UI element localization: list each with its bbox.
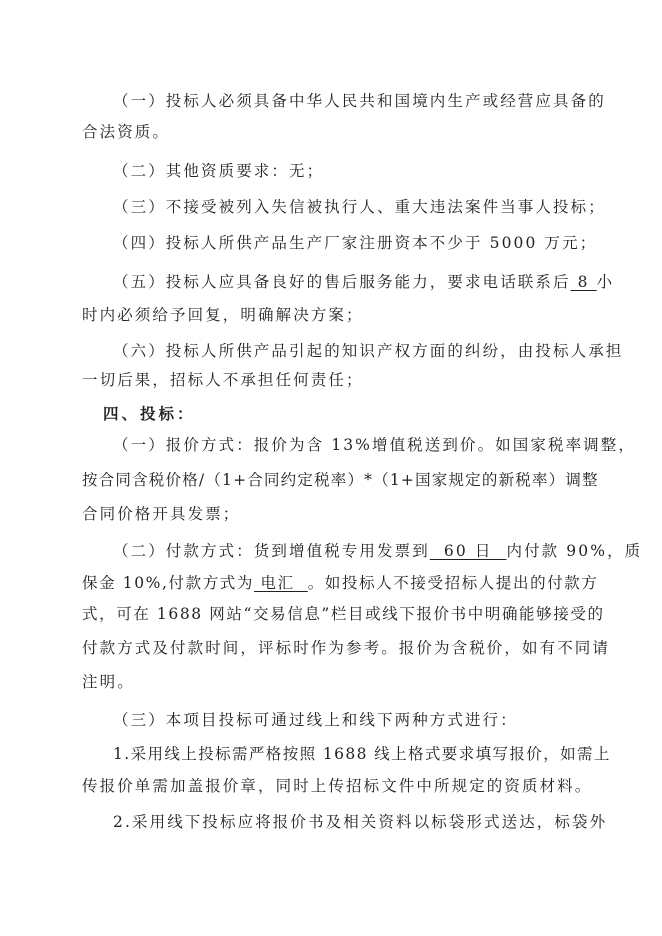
section-heading: 四、投标： bbox=[103, 405, 196, 423]
text-line: （二）其他资质要求：无； bbox=[113, 162, 325, 180]
text-line: （一）报价方式：报价为含 13%增值税送到价。如国家税率调整， bbox=[113, 436, 636, 454]
filled-blank: 电汇 bbox=[254, 574, 308, 592]
filled-blank: 60 日 bbox=[429, 542, 507, 560]
text-segment: 内付款 90%，质 bbox=[506, 542, 643, 560]
text-line: 式，可在 1688 网站“交易信息”栏目或线下报价书中明确能够接受的 bbox=[82, 605, 605, 623]
text-line bbox=[82, 573, 602, 593]
text-line: 按合同含税价格/（1+合同约定税率）*（1+国家规定的新税率）调整 bbox=[82, 471, 599, 489]
text-segment: （二）付款方式：货到增值税专用发票到 bbox=[113, 542, 430, 560]
text-line: （一）投标人必须具备中华人民共和国境内生产或经营应具备的 bbox=[113, 92, 606, 110]
text-line: （三）本项目投标可通过线上和线下两种方式进行： bbox=[113, 711, 518, 729]
text-line: 时内必须给予回复，明确解决方案； bbox=[82, 306, 364, 324]
text-line: 合法资质。 bbox=[82, 123, 171, 141]
text-segment: 保金 10%,付款方式为 bbox=[82, 574, 255, 592]
text-line: 合同价格开具发票； bbox=[82, 505, 241, 523]
text-line: 注明。 bbox=[82, 673, 135, 691]
text-segment: 小 bbox=[596, 273, 615, 291]
text-line bbox=[113, 272, 633, 292]
text-segment: （五）投标人应具备良好的售后服务能力，要求电话联系后 bbox=[113, 273, 571, 291]
text-segment: 。如投标人不接受招标人提出的付款方 bbox=[307, 574, 599, 592]
text-line: （三）不接受被列入失信被执行人、重大违法案件当事人投标； bbox=[113, 198, 606, 216]
text-line: （六）投标人所供产品引起的知识产权方面的纠纷，由投标人承担 bbox=[113, 342, 624, 360]
text-line: 一切后果，招标人不承担任何责任； bbox=[82, 371, 364, 389]
text-line: 付款方式及付款时间，评标时作为参考。报价为含税价，如有不同请 bbox=[82, 639, 611, 657]
filled-blank: 8 bbox=[570, 273, 597, 291]
text-line: （四）投标人所供产品生产厂家注册资本不少于 5000 万元； bbox=[113, 234, 598, 252]
text-line: 传报价单需加盖报价章，同时上传招标文件中所规定的资质材料。 bbox=[82, 777, 593, 795]
text-line: 2.采用线下投标应将报价书及相关资料以标袋形式送达，标袋外 bbox=[113, 813, 608, 831]
text-line bbox=[113, 541, 643, 561]
text-line: 1.采用线上投标需严格按照 1688 线上格式要求填写报价，如需上 bbox=[113, 745, 611, 763]
